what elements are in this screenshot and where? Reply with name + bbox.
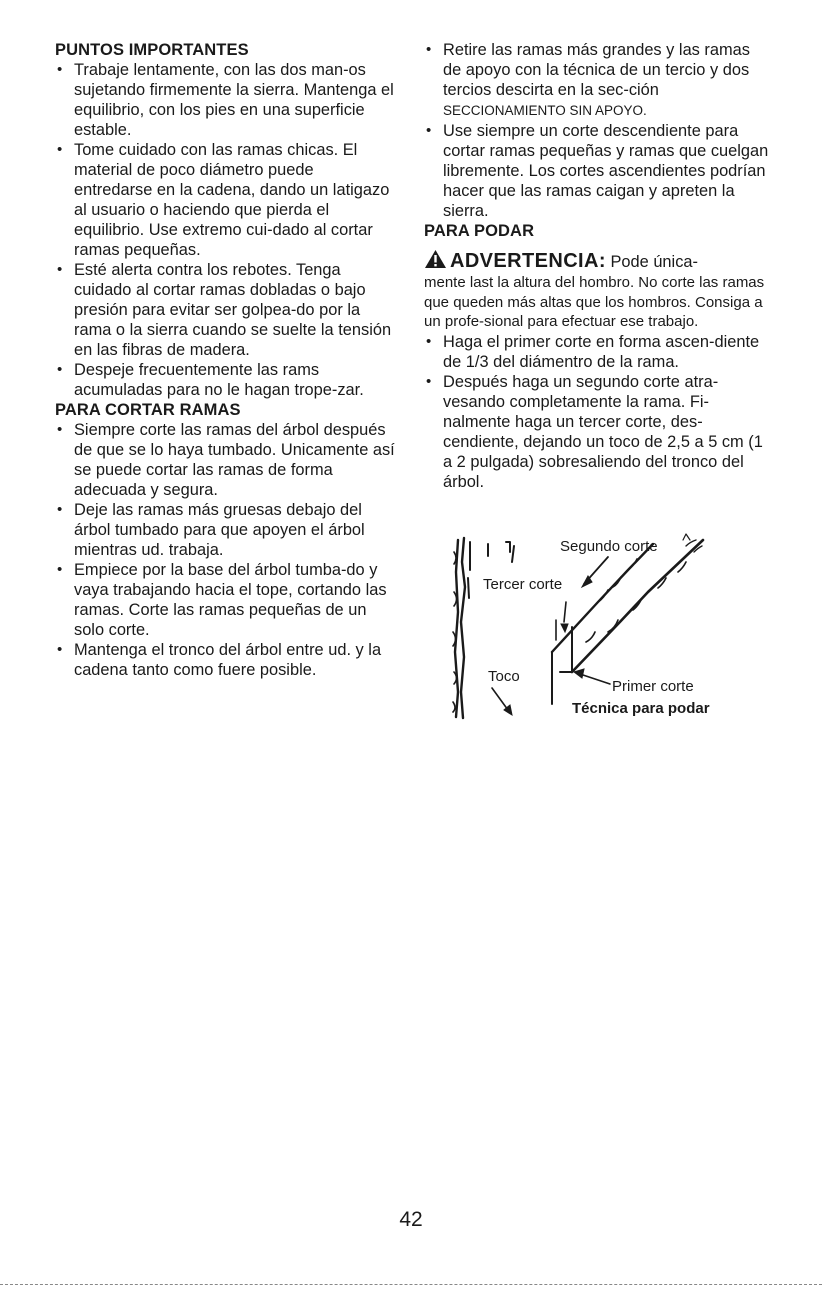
list-item: • Empiece por la base del árbol tumba-do y vaya trabajando hacia el tope, cortando las ramas. Corte las ramas pequeñas de un solo corte. (55, 560, 395, 640)
page-number: 42 (399, 1208, 423, 1231)
right-column (424, 40, 772, 492)
list-item: • Trabaje lentamente, con las dos man-os sujetando firmemente la sierra. Mantenga el equilibrio, con los pies en una superficie estable. (55, 60, 395, 140)
arrow-primer-corte (580, 674, 610, 684)
list-item-text: Retire las ramas más grandes y las ramas de apoyo con la técnica de un tercio y dos tercios descirta en la sec-ción (443, 41, 750, 99)
label-toco: Toco (488, 668, 520, 685)
warning-icon (424, 249, 447, 269)
label-primer-corte: Primer corte (612, 678, 694, 695)
list-item: • Use siempre un corte descendiente para cortar ramas pequeñas y ramas que cuelgan libremente. Los cortes ascendientes podrían hacer que las ramas caigan y apreten la sierra. (424, 121, 772, 221)
list-ramas-apoyo (424, 40, 772, 221)
tree-trunk (453, 538, 514, 718)
list-item: • Esté alerta contra los rebotes. Tenga cuidado al cortar ramas dobladas o bajo presión para evitar ser golpea-do por la rama o la sierra cuando se suelte la tensión en las fibras de madera. (55, 260, 395, 360)
heading-puntos-importantes: PUNTOS IMPORTANTES (55, 41, 249, 59)
warning-body: mente last la altura del hombro. No corte las ramas que queden más altas que los hombros. Consiga a un profe-sional para efectuar ese trabajo. (424, 274, 765, 330)
list-item (424, 40, 772, 121)
arrow-primer-corte-head (574, 669, 584, 678)
list-para-podar (424, 332, 772, 492)
list-item: • Haga el primer corte en forma ascen-diente de 1/3 del diámentro de la rama. (424, 332, 772, 372)
heading-para-cortar-ramas: PARA CORTAR RAMAS (55, 401, 241, 419)
warning-title: ADVERTENCIA: (450, 250, 606, 272)
arrow-tercer-corte (564, 602, 566, 622)
list-item: • Siempre corte las ramas del árbol después de que se lo haya tumbado. Unicamente así se puede cortar las ramas de forma adecuada y segura. (55, 420, 395, 500)
label-segundo-corte: Segundo corte (560, 538, 658, 555)
bottom-divider (0, 1284, 822, 1285)
list-item: • Después haga un segundo corte atra-vesando completamente la rama. Fi-nalmente haga un tercer corte, des-cendiente, dejando un toco de 2,5 a 5 cm (1 a 2 pulgada) sobresaliendo del tronco del árbol. (424, 372, 772, 492)
figure-caption: Técnica para podar (572, 700, 710, 717)
list-para-cortar-ramas (55, 420, 395, 680)
list-item: • Deje las ramas más gruesas debajo del árbol tumbado para que apoyen el árbol mientras ud. trabaja. (55, 500, 395, 560)
heading-para-podar: PARA PODAR (424, 222, 535, 240)
warning-block (424, 249, 772, 332)
arrow-toco (492, 688, 508, 710)
label-tercer-corte: Tercer corte (483, 576, 563, 593)
list-item: • Despeje frecuentemente las rams acumuladas para no le hagan trope-zar. (55, 360, 395, 400)
list-item: • Tome cuidado con las ramas chicas. El material de poco diámetro puede entredarse en la cadena, dando un latigazo al usuario o haciendo que pierda el equilibrio. Use extremo cui-dado al cortar ramas pequeñas. (55, 140, 395, 260)
pruning-illustration (448, 532, 738, 722)
list-item: • Mantenga el tronco del árbol entre ud. y la cadena tanto como fuere posible. (55, 640, 395, 680)
left-column (55, 40, 395, 680)
list-puntos-importantes (55, 60, 395, 400)
pruning-diagram (448, 532, 738, 722)
section-reference: SECCIONAMIENTO SIN APOYO. (443, 103, 647, 118)
warning-lead: Pode única- (610, 253, 698, 271)
arrow-tercer-corte-head (561, 624, 568, 632)
